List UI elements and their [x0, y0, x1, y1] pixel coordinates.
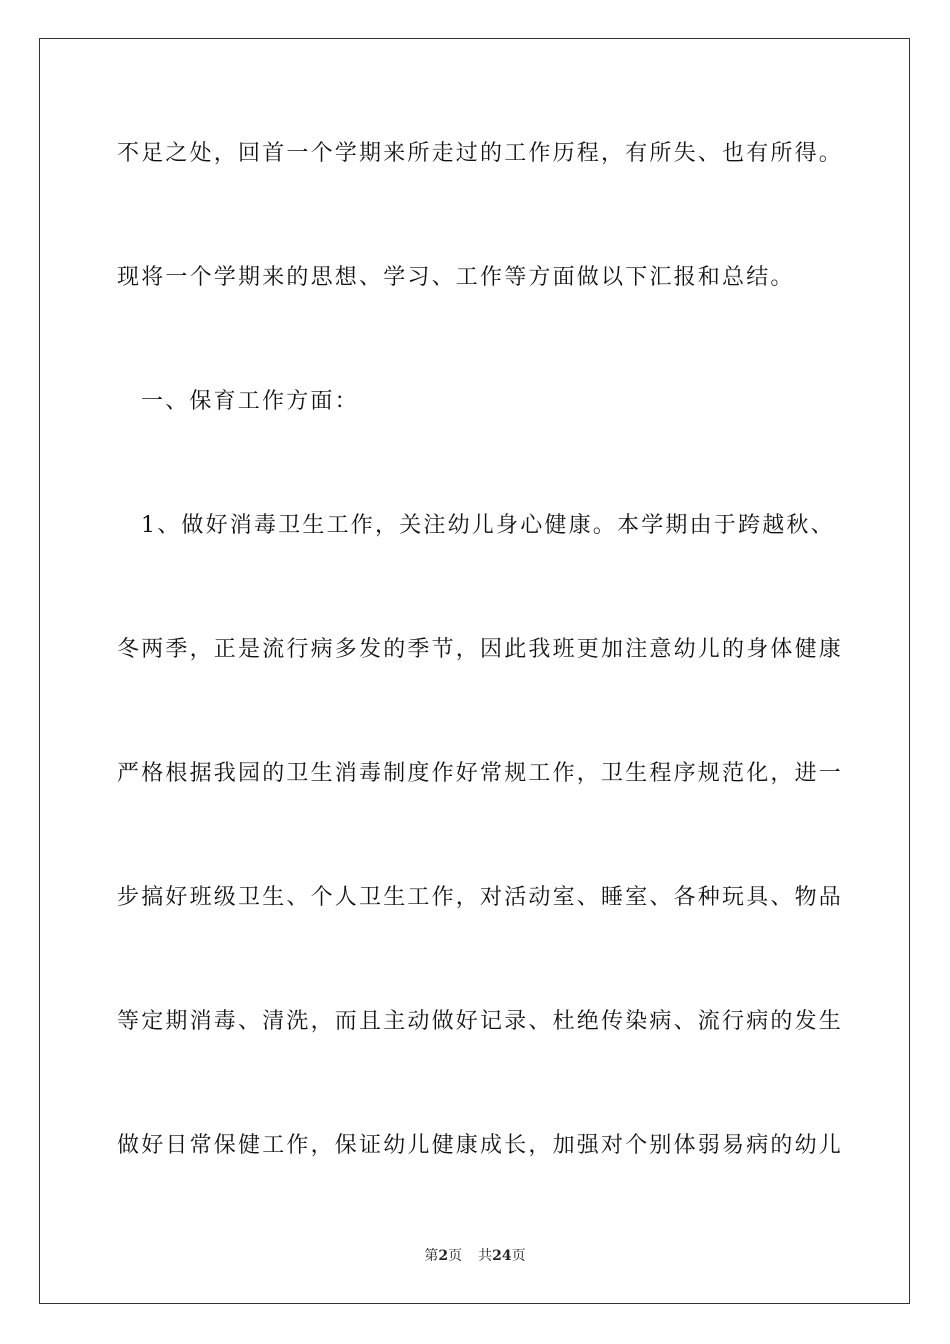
- text-line: 不足之处，回首一个学期来所走过的工作历程，有所失、也有所得。: [117, 141, 844, 166]
- text-line: 严格根据我园的卫生消毒制度作好常规工作，卫生程序规范化，进一: [117, 761, 844, 786]
- text-line: 步搞好班级卫生、个人卫生工作，对活动室、睡室、各种玩具、物品: [117, 885, 844, 910]
- text-line: 做好日常保健工作，保证幼儿健康成长，加强对个别体弱易病的幼儿: [117, 1133, 844, 1158]
- text-line: 冬两季，正是流行病多发的季节，因此我班更加注意幼儿的身体健康: [117, 637, 844, 662]
- total-pages: 24: [492, 1248, 512, 1264]
- total-prefix: 共: [478, 1248, 493, 1264]
- text-line: 现将一个学期来的思想、学习、工作等方面做以下汇报和总结。: [117, 265, 795, 290]
- page-number: 2: [438, 1248, 449, 1264]
- text-line: 1、做好消毒卫生工作，关注幼儿身心健康。本学期由于跨越秋、: [141, 513, 835, 538]
- page-prefix: 第: [424, 1248, 439, 1264]
- text-line: 等定期消毒、清洗，而且主动做好记录、杜绝传染病、流行病的发生: [117, 1009, 844, 1034]
- section-heading: 一、保育工作方面：: [141, 389, 359, 414]
- page-border: [39, 38, 910, 1304]
- total-suffix: 页: [511, 1248, 526, 1264]
- page-suffix: 页: [448, 1248, 463, 1264]
- page-footer: [0, 1246, 950, 1266]
